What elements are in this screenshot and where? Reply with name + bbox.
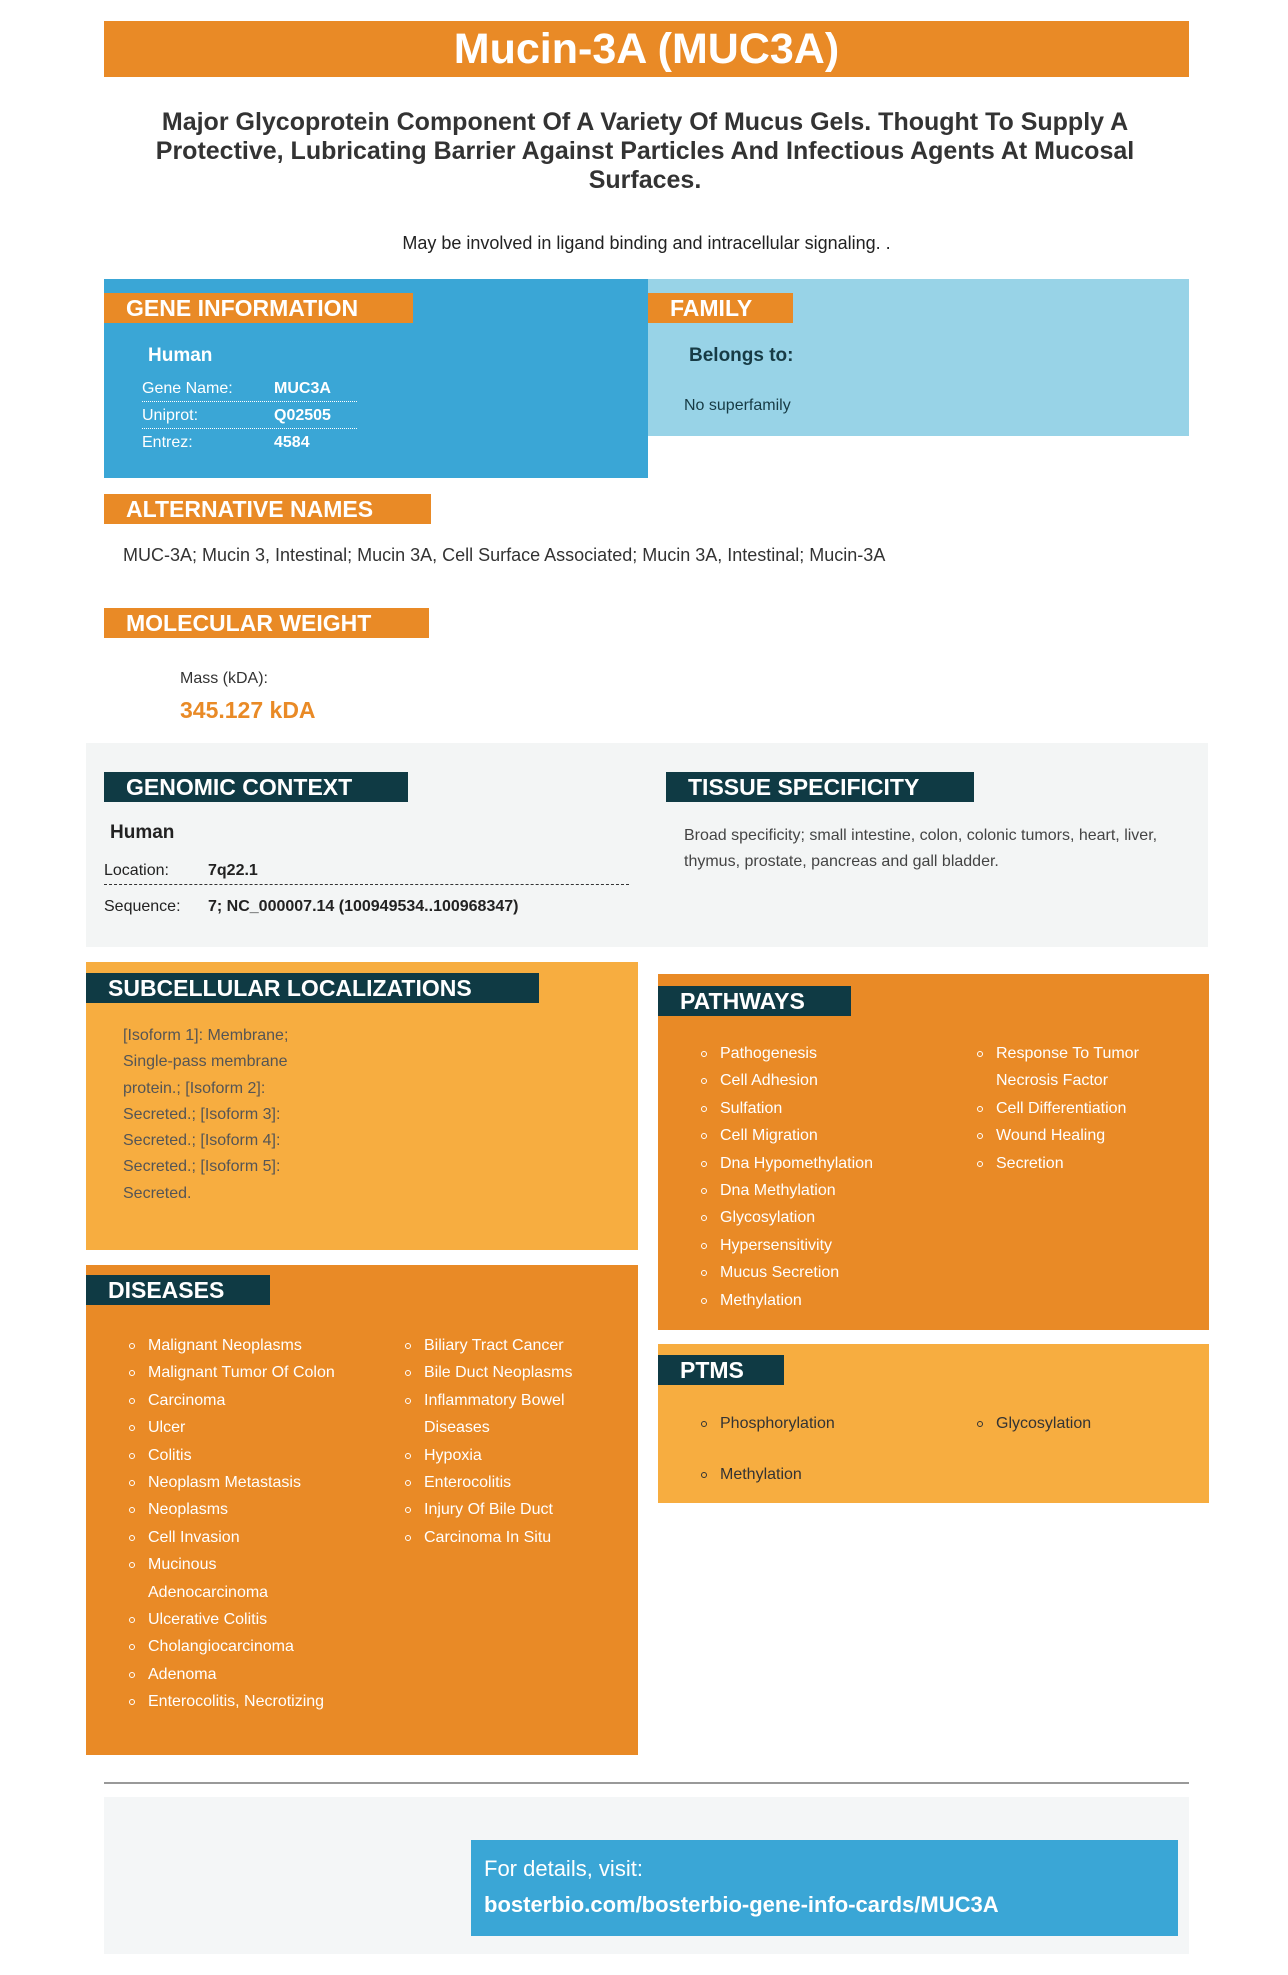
- pathway-item: Sulfation: [700, 1095, 945, 1122]
- family-belongs-label: Belongs to:: [689, 345, 794, 366]
- pathway-item: Glycosylation: [700, 1204, 945, 1231]
- pathway-item: Methylation: [700, 1287, 945, 1314]
- sequence-value: 7; NC_000007.14 (100949534..100968347): [208, 898, 519, 915]
- genomic-context-heading: GENOMIC CONTEXT: [104, 772, 408, 802]
- footer-label: For details, visit:: [484, 1856, 643, 1881]
- pathway-item: Cell Adhesion: [700, 1067, 945, 1094]
- uniprot-label: Uniprot:: [142, 407, 199, 424]
- disease-item: Cell Invasion: [128, 1524, 338, 1551]
- disease-item: Colitis: [128, 1442, 338, 1469]
- alternative-names-text: MUC-3A; Mucin 3, Intestinal; Mucin 3A, Cell Surface Associated; Mucin 3A, Intestinal; Mucin-3A: [123, 545, 886, 565]
- pathway-item: Secretion: [976, 1150, 1161, 1177]
- pathway-item: Cell Migration: [700, 1122, 945, 1149]
- pathway-item: Cell Differentiation: [976, 1095, 1161, 1122]
- subcellular-line: [Isoform 1]: Membrane;: [123, 1027, 289, 1044]
- footer-divider: [104, 1782, 1189, 1784]
- pathways-heading: PATHWAYS: [658, 986, 851, 1016]
- entrez-value: 4584: [274, 434, 310, 451]
- footer-link[interactable]: bosterbio.com/bosterbio-gene-info-cards/MUC3A: [484, 1892, 999, 1917]
- family-value: No superfamily: [684, 397, 791, 414]
- disease-item: Cholangiocarcinoma: [128, 1633, 338, 1660]
- page-title: Mucin-3A (MUC3A): [104, 21, 1189, 77]
- family-heading: FAMILY: [648, 293, 793, 323]
- ptm-item: Methylation: [700, 1461, 945, 1488]
- disease-item: Enterocolitis, Necrotizing: [128, 1688, 338, 1715]
- disease-item: Carcinoma: [128, 1387, 338, 1414]
- gene-name-row: [142, 376, 357, 402]
- disease-item: Neoplasm Metastasis: [128, 1469, 338, 1496]
- pathway-item: Dna Hypomethylation: [700, 1150, 945, 1177]
- pathways-list-1: [700, 1040, 945, 1314]
- mass-value: 345.127 kDA: [180, 697, 316, 723]
- disease-item: Carcinoma In Situ: [404, 1524, 604, 1551]
- disease-item: Malignant Tumor Of Colon: [128, 1359, 338, 1386]
- ptm-item: Phosphorylation: [700, 1410, 945, 1437]
- mass-label: Mass (kDA):: [180, 670, 268, 687]
- subcellular-heading: SUBCELLULAR LOCALIZATIONS: [86, 973, 539, 1003]
- uniprot-value: Q02505: [274, 407, 331, 424]
- diseases-list-2: [404, 1332, 604, 1551]
- disease-item: Malignant Neoplasms: [128, 1332, 338, 1359]
- disease-item: Bile Duct Neoplasms: [404, 1359, 604, 1386]
- pathway-item: Mucus Secretion: [700, 1259, 945, 1286]
- disease-item: Enterocolitis: [404, 1469, 604, 1496]
- gene-info-heading: GENE INFORMATION: [104, 293, 413, 323]
- disease-item: Neoplasms: [128, 1496, 338, 1523]
- pathway-item: Hypersensitivity: [700, 1232, 945, 1259]
- subcellular-line: Secreted.: [123, 1184, 192, 1202]
- footer-details-box: [471, 1840, 1178, 1936]
- alternative-names-heading: ALTERNATIVE NAMES: [104, 494, 431, 524]
- disease-item: Inflammatory Bowel Diseases: [404, 1387, 604, 1442]
- sequence-label: Sequence:: [104, 898, 181, 915]
- tissue-specificity-text: Broad specificity; small intestine, colon, colonic tumors, heart, liver, thymus, prostate, pancreas and gall bladder.: [684, 827, 1158, 870]
- pathway-item: Pathogenesis: [700, 1040, 945, 1067]
- gene-name-label: Gene Name:: [142, 380, 233, 397]
- genomic-species: Human: [110, 822, 175, 843]
- entrez-row: [142, 430, 357, 456]
- pathway-item: Wound Healing: [976, 1122, 1161, 1149]
- location-value: 7q22.1: [208, 862, 258, 879]
- location-label: Location:: [104, 862, 169, 879]
- gene-name-value: MUC3A: [274, 380, 331, 397]
- ptms-heading: PTMS: [658, 1355, 784, 1385]
- pathways-list-2: [976, 1040, 1161, 1177]
- subcellular-text: [123, 1023, 323, 1207]
- disease-item: Hypoxia: [404, 1442, 604, 1469]
- subcellular-line: Secreted.; [Isoform 5]:: [123, 1158, 281, 1176]
- uniprot-row: [142, 403, 357, 429]
- disease-item: Mucinous Adenocarcinoma: [128, 1551, 338, 1606]
- gene-species: Human: [148, 345, 213, 366]
- disease-item: Ulcer: [128, 1414, 338, 1441]
- diseases-list-1: [128, 1332, 338, 1716]
- subcellular-line: Secreted.; [Isoform 3]:: [123, 1105, 281, 1123]
- location-row: [104, 857, 629, 885]
- disease-item: Injury Of Bile Duct: [404, 1496, 604, 1523]
- diseases-heading: DISEASES: [86, 1275, 270, 1305]
- subcellular-line: Single-pass membrane: [123, 1053, 288, 1071]
- sequence-row: [104, 893, 629, 921]
- molecular-weight-heading: MOLECULAR WEIGHT: [104, 608, 429, 638]
- ptm-item: Glycosylation: [976, 1410, 1161, 1437]
- disease-item: Biliary Tract Cancer: [404, 1332, 604, 1359]
- pathway-item: Response To Tumor Necrosis Factor: [976, 1040, 1161, 1095]
- ptms-list-2: [976, 1410, 1161, 1437]
- disease-item: Adenoma: [128, 1661, 338, 1688]
- tissue-specificity-heading: TISSUE SPECIFICITY: [666, 772, 974, 802]
- protein-description: May be involved in ligand binding and intracellular signaling. .: [402, 233, 891, 253]
- entrez-label: Entrez:: [142, 434, 193, 451]
- pathway-item: Dna Methylation: [700, 1177, 945, 1204]
- protein-summary: Major Glycoprotein Component Of A Variety Of Mucus Gels. Thought To Supply A Protective, Lubricating Barrier Against Particles And Infectious Agents At Mucosal Surfaces.: [155, 108, 1135, 194]
- subcellular-line: Secreted.; [Isoform 4]:: [123, 1132, 281, 1150]
- subcellular-line: protein.; [Isoform 2]:: [123, 1079, 266, 1097]
- ptms-list-1: [700, 1410, 945, 1489]
- disease-item: Ulcerative Colitis: [128, 1606, 338, 1633]
